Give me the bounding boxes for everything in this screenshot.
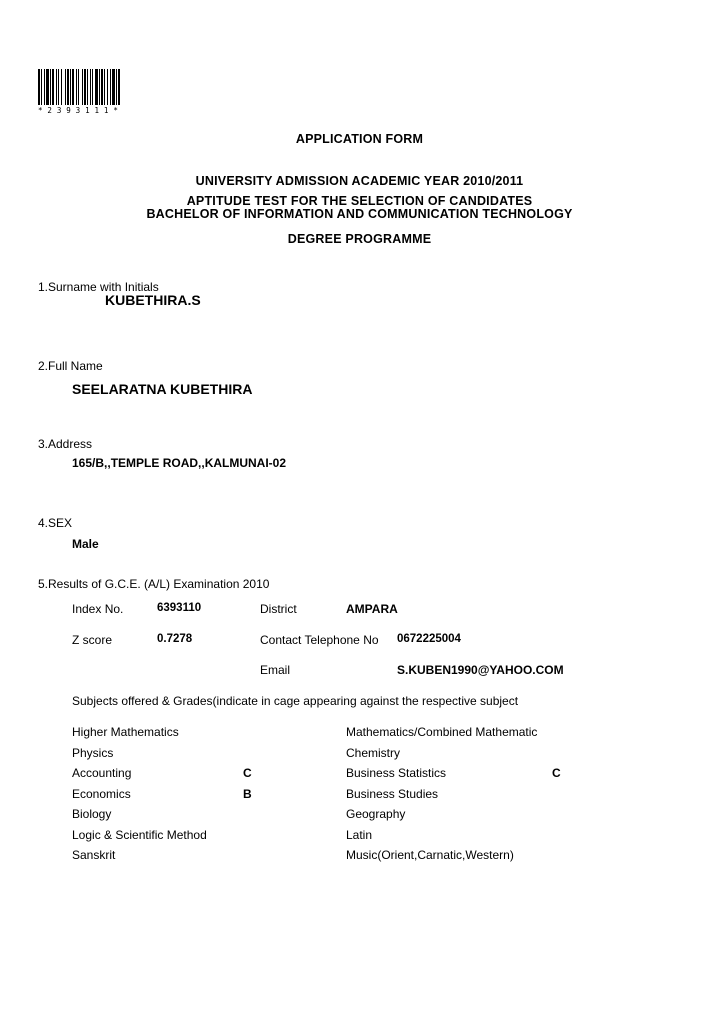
barcode-bar bbox=[116, 69, 117, 105]
email-value: S.KUBEN1990@YAHOO.COM bbox=[397, 663, 564, 677]
barcode-bar bbox=[56, 69, 57, 105]
subject-left-grade: C bbox=[243, 766, 252, 780]
barcode-bar bbox=[92, 69, 93, 105]
subject-left-name: Higher Mathematics bbox=[72, 725, 179, 739]
form-title: APPLICATION FORM bbox=[295, 132, 424, 146]
surname-value: KUBETHIRA.S bbox=[105, 292, 201, 308]
barcode-bar bbox=[101, 69, 103, 105]
subject-left-name: Accounting bbox=[72, 766, 132, 780]
barcode-bar bbox=[67, 69, 69, 105]
subject-right-name: Mathematics/Combined Mathematic bbox=[346, 725, 538, 739]
subjects-note: Subjects offered & Grades(indicate in cage appearing against the respective subject bbox=[72, 694, 519, 708]
barcode-bar bbox=[118, 69, 120, 105]
phone-value: 0672225004 bbox=[397, 633, 461, 645]
header-line-3: BACHELOR OF INFORMATION AND COMMUNICATION TECHNOLOGY bbox=[146, 207, 573, 221]
barcode-bar bbox=[50, 69, 51, 105]
barcode-bar bbox=[41, 69, 42, 105]
barcode-bar bbox=[38, 69, 40, 105]
subject-left-name: Sanskrit bbox=[72, 848, 116, 862]
results-label: 5.Results of G.C.E. (A/L) Examination 2010 bbox=[38, 577, 270, 591]
fullname-label: 2.Full Name bbox=[38, 359, 103, 373]
barcode-bar bbox=[78, 69, 79, 105]
phone-label: Contact Telephone No bbox=[260, 633, 379, 647]
barcode-bar bbox=[110, 69, 111, 105]
barcode-bar bbox=[87, 69, 88, 105]
barcode-bar bbox=[82, 69, 83, 105]
email-label: Email bbox=[260, 663, 291, 677]
barcode-bar bbox=[76, 69, 77, 105]
subject-right-name: Geography bbox=[346, 807, 406, 821]
zscore-value: 0.7278 bbox=[157, 633, 193, 645]
index-value: 6393110 bbox=[157, 602, 202, 614]
barcode-bar bbox=[70, 69, 71, 105]
barcode bbox=[38, 69, 144, 105]
barcode-bar bbox=[58, 69, 59, 105]
barcode-bar bbox=[52, 69, 54, 105]
subject-right-name: Chemistry bbox=[346, 746, 401, 760]
barcode-bar bbox=[112, 69, 115, 105]
zscore-label: Z score bbox=[72, 633, 113, 647]
subject-left-name: Economics bbox=[72, 787, 131, 801]
subject-right-name: Business Statistics bbox=[346, 766, 447, 780]
address-label: 3.Address bbox=[38, 437, 93, 451]
subject-left-grade: B bbox=[243, 787, 252, 801]
barcode-bar bbox=[72, 69, 74, 105]
subject-left-name: Logic & Scientific Method bbox=[72, 828, 207, 842]
barcode-bar bbox=[107, 69, 108, 105]
barcode-bar bbox=[61, 69, 62, 105]
sex-label: 4.SEX bbox=[38, 516, 73, 530]
surname-label: 1.Surname with Initials bbox=[38, 280, 159, 294]
district-label: District bbox=[260, 602, 297, 616]
barcode-text: *2393111* bbox=[38, 106, 123, 115]
subject-left-name: Biology bbox=[72, 807, 112, 821]
header-line-1: UNIVERSITY ADMISSION ACADEMIC YEAR 2010/2011 bbox=[195, 174, 524, 188]
subject-right-name: Business Studies bbox=[346, 787, 439, 801]
barcode-bar bbox=[65, 69, 66, 105]
header-line-2: APTITUDE TEST FOR THE SELECTION OF CANDIDATES bbox=[186, 194, 533, 208]
index-label: Index No. bbox=[72, 602, 124, 616]
header-line-4: DEGREE PROGRAMME bbox=[287, 232, 432, 246]
address-value: 165/B,,TEMPLE ROAD,,KALMUNAI-02 bbox=[72, 456, 287, 470]
barcode-bar bbox=[99, 69, 100, 105]
fullname-value: SEELARATNA KUBETHIRA bbox=[72, 381, 253, 397]
barcode-bar bbox=[44, 69, 45, 105]
district-value: AMPARA bbox=[346, 602, 398, 616]
subject-right-name: Music(Orient,Carnatic,Western) bbox=[346, 848, 514, 862]
subject-right-name: Latin bbox=[346, 828, 373, 842]
barcode-bar bbox=[46, 69, 49, 105]
subject-left-name: Physics bbox=[72, 746, 114, 760]
barcode-bar bbox=[104, 69, 105, 105]
barcode-bar bbox=[90, 69, 91, 105]
sex-value: Male bbox=[72, 537, 99, 551]
barcode-bar bbox=[95, 69, 98, 105]
barcode-bar bbox=[84, 69, 86, 105]
subject-right-grade: C bbox=[552, 766, 561, 780]
